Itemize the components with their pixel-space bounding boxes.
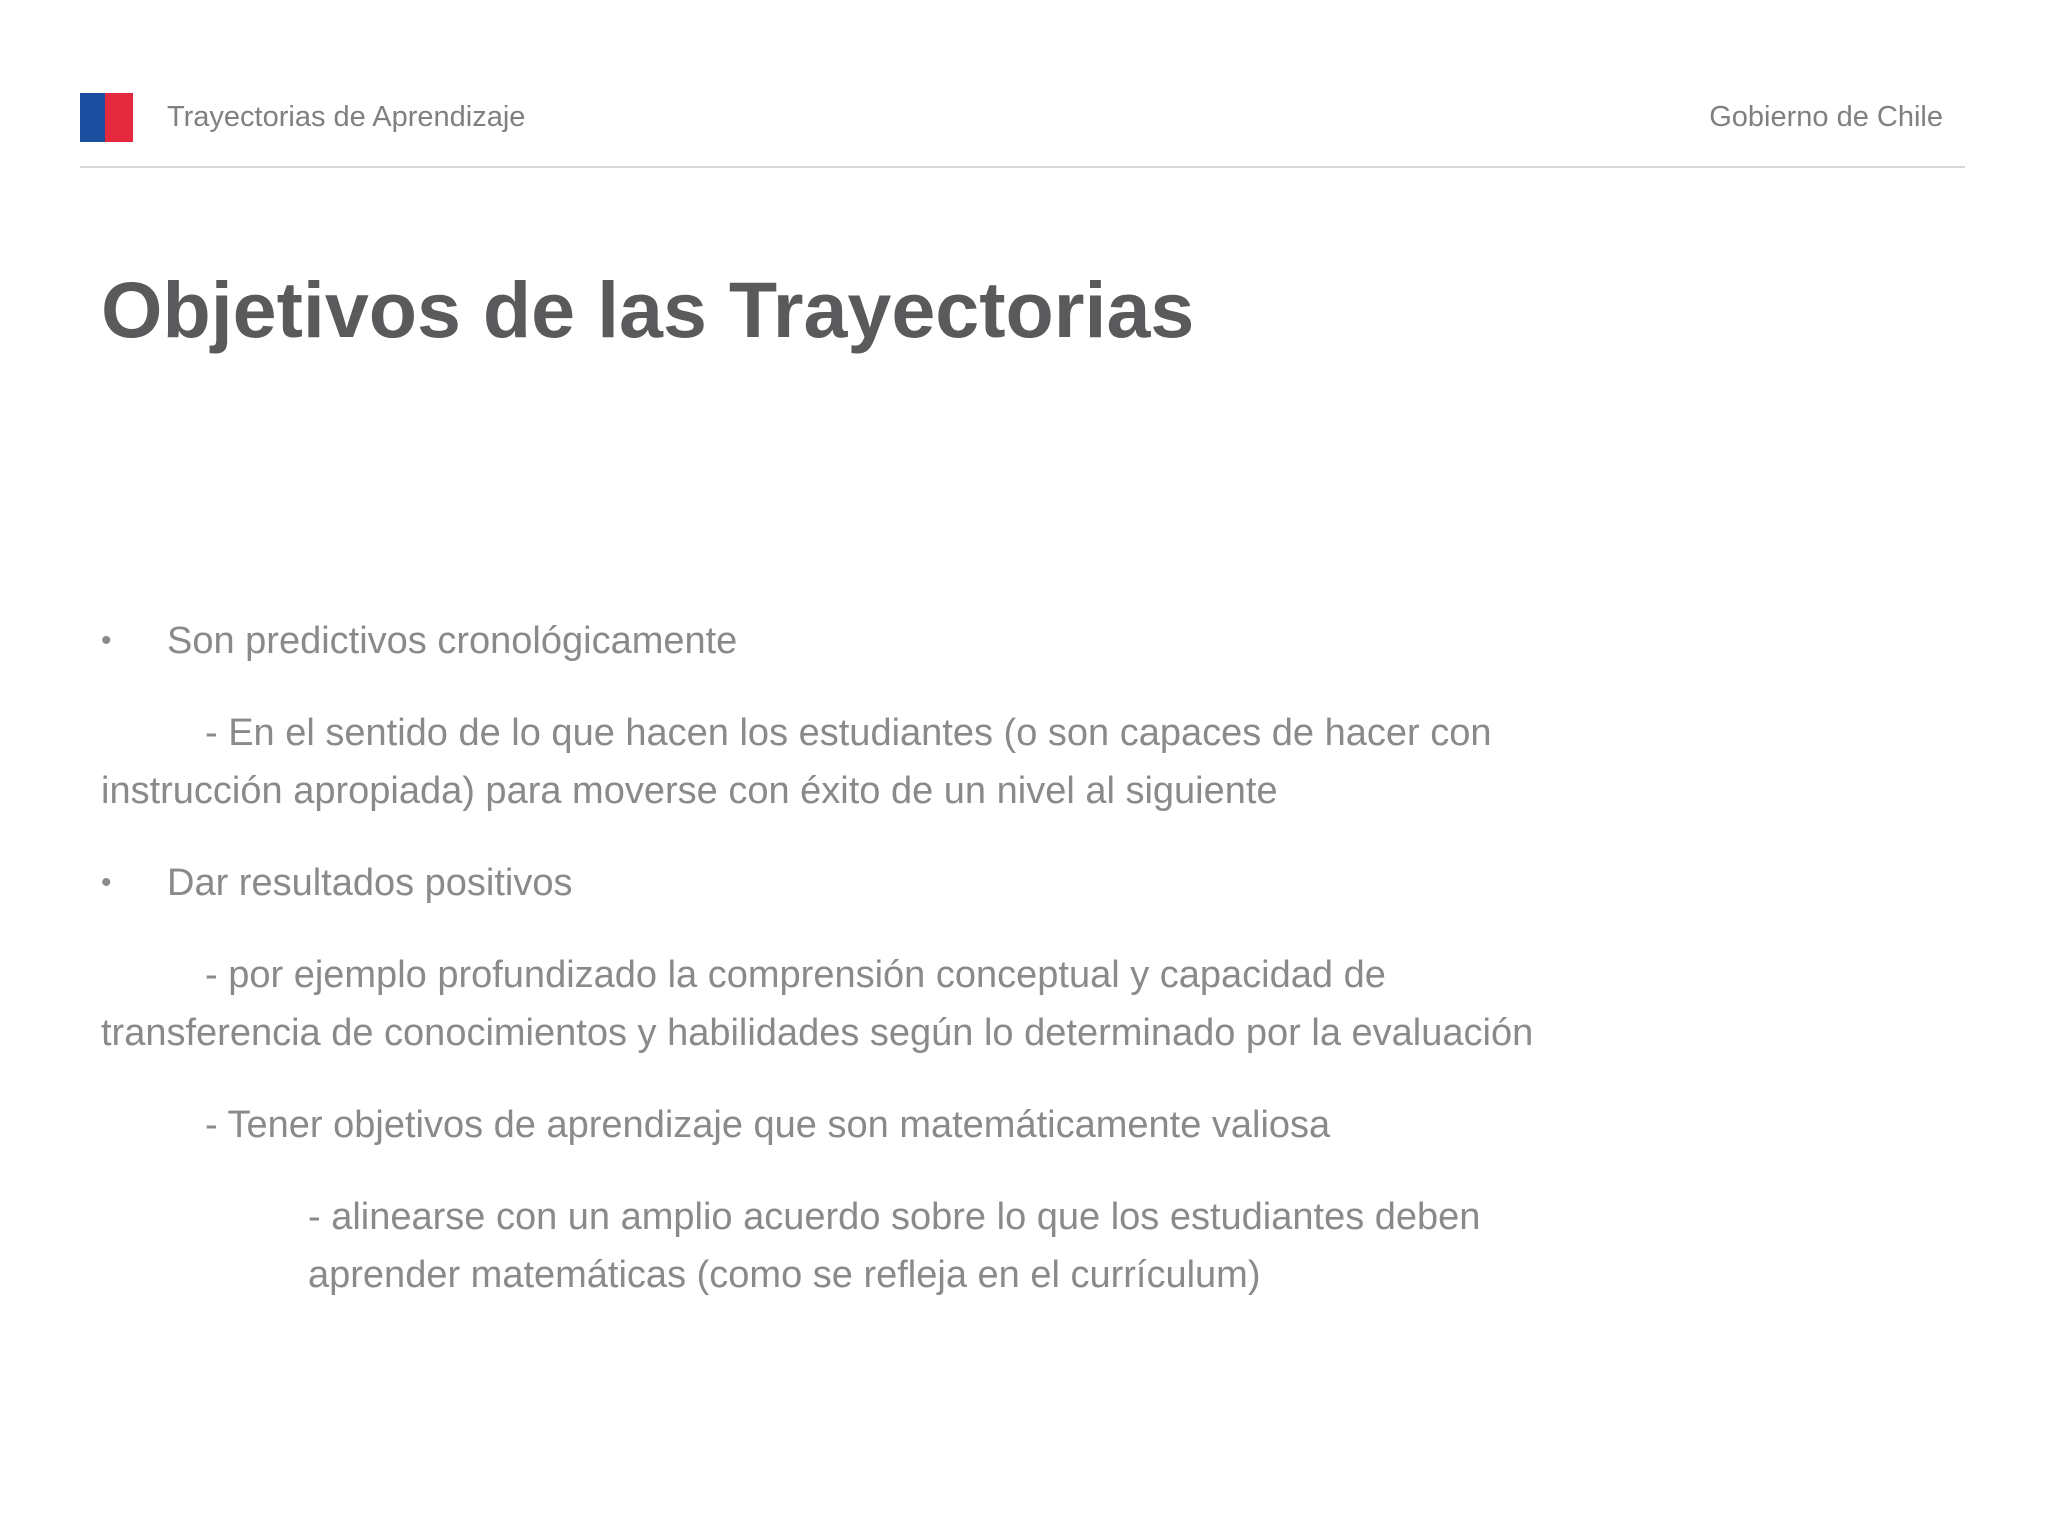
page-title: Objetivos de las Trayectorias [101, 265, 1195, 354]
bullet-item [101, 612, 1541, 670]
slide-header [80, 90, 1965, 168]
bullet-icon: • [101, 866, 112, 899]
bullet-icon: • [101, 624, 112, 657]
bullet-item [101, 854, 1541, 912]
chile-flag-logo [80, 93, 133, 142]
bullet-text: Son predictivos cronológicamente [167, 620, 738, 662]
header-title: Trayectorias de Aprendizaje [167, 101, 526, 133]
sub-paragraph: - por ejemplo profundizado la comprensión conceptual y capacidad de transferencia de conocimientos y habilidades según lo determinado por la evaluación [101, 954, 1534, 1054]
slide-content [101, 612, 1541, 1338]
flag-red-stripe [105, 93, 133, 142]
sub-paragraph: - En el sentido de lo que hacen los estudiantes (o son capaces de hacer con instrucción apropiada) para moverse con éxito de un nivel al siguiente [101, 712, 1492, 812]
header-organization: Gobierno de Chile [1709, 101, 1943, 133]
sub-paragraph: - Tener objetivos de aprendizaje que son matemáticamente valiosa [205, 1104, 1331, 1146]
bullet-text: Dar resultados positivos [167, 862, 573, 904]
sub-sub-paragraph: - alinearse con un amplio acuerdo sobre lo que los estudiantes deben aprender matemáticas (como se refleja en el currículum) [308, 1196, 1481, 1296]
flag-blue-stripe [80, 93, 105, 142]
